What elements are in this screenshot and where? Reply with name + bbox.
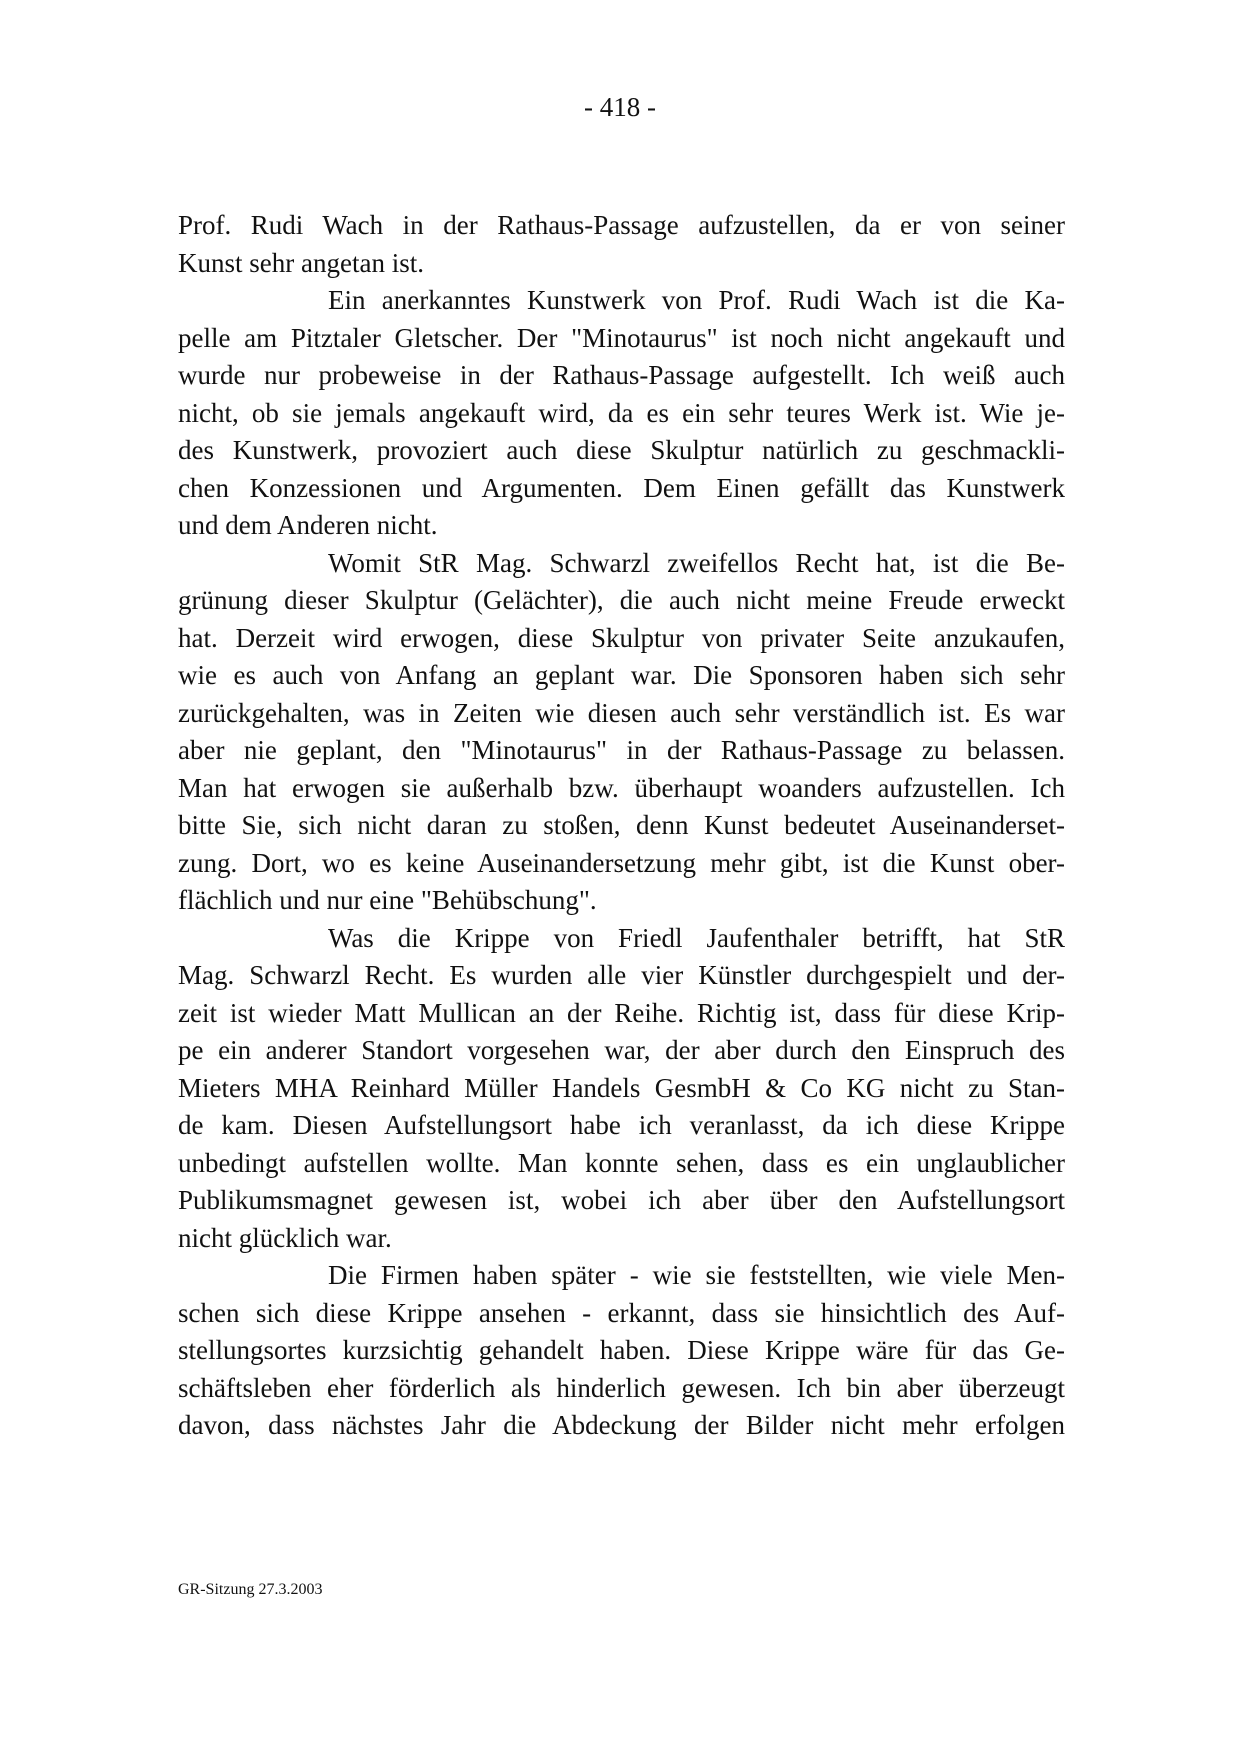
paragraph — [178, 1257, 1065, 1445]
page-number: - 418 - — [584, 92, 656, 122]
text-line: aber nie geplant, den "Minotaurus" in der Rathaus-Passage zu belassen. — [178, 735, 1065, 765]
text-line: de kam. Diesen Aufstellungsort habe ich veranlasst, da ich diese Krippe — [178, 1110, 1065, 1140]
text-line: Was die Krippe von Friedl Jaufenthaler betrifft, hat StR — [328, 922, 1065, 953]
text-line: wurde nur probeweise in der Rathaus-Passage aufgestellt. Ich weiß auch — [178, 360, 1065, 390]
paragraph — [178, 545, 1065, 920]
text-line: unbedingt aufstellen wollte. Man konnte sehen, dass es ein unglaublicher — [178, 1147, 1065, 1178]
text-line: schäftsleben eher förderlich als hinderlich gewesen. Ich bin aber überzeugt — [178, 1372, 1065, 1403]
text-line: Man hat erwogen sie außerhalb bzw. überhaupt woanders aufzustellen. Ich — [178, 772, 1065, 803]
paragraph — [178, 920, 1065, 1258]
text-line: Ein anerkanntes Kunstwerk von Prof. Rudi Wach ist die Ka- — [328, 285, 1065, 315]
text-line: Kunst sehr angetan ist. — [178, 247, 424, 278]
text-line: zung. Dort, wo es keine Auseinandersetzung mehr gibt, ist die Kunst ober- — [178, 847, 1065, 878]
text-line: Womit StR Mag. Schwarzl zweifellos Recht hat, ist die Be- — [328, 547, 1065, 578]
text-line: flächlich und nur eine "Behübschung". — [178, 885, 597, 915]
text-line: pe ein anderer Standort vorgesehen war, der aber durch den Einspruch des — [178, 1035, 1065, 1065]
text-line: stellungsortes kurzsichtig gehandelt haben. Diese Krippe wäre für das Ge- — [178, 1335, 1065, 1365]
text-line: schen sich diese Krippe ansehen - erkannt, dass sie hinsichtlich des Auf- — [178, 1297, 1065, 1328]
text-line: Die Firmen haben später - wie sie feststellten, wie viele Men- — [328, 1260, 1065, 1290]
text-line: Prof. Rudi Wach in der Rathaus-Passage aufzustellen, da er von seiner — [178, 210, 1065, 240]
text-line: nicht, ob sie jemals angekauft wird, da es ein sehr teures Werk ist. Wie je- — [178, 397, 1065, 428]
text-line: Mieters MHA Reinhard Müller Handels GesmbH & Co KG nicht zu Stan- — [178, 1072, 1065, 1103]
paragraph — [178, 207, 1065, 282]
text-line: chen Konzessionen und Argumenten. Dem Einen gefällt das Kunstwerk — [178, 472, 1065, 503]
text-line: zeit ist wieder Matt Mullican an der Reihe. Richtig ist, dass für diese Krip- — [178, 997, 1065, 1028]
text-line: davon, dass nächstes Jahr die Abdeckung der Bilder nicht mehr erfolgen — [178, 1410, 1065, 1440]
text-line: hat. Derzeit wird erwogen, diese Skulptur von privater Seite anzukaufen, — [178, 622, 1065, 653]
text-line: Mag. Schwarzl Recht. Es wurden alle vier Künstler durchgespielt und der- — [178, 960, 1065, 990]
text-line: grünung dieser Skulptur (Gelächter), die auch nicht meine Freude erweckt — [178, 585, 1065, 615]
text-line: nicht glücklich war. — [178, 1222, 392, 1253]
text-line: bitte Sie, sich nicht daran zu stoßen, denn Kunst bedeutet Auseinanderset- — [178, 810, 1065, 840]
text-line: Publikumsmagnet gewesen ist, wobei ich aber über den Aufstellungsort — [178, 1185, 1065, 1215]
text-line: zurückgehalten, was in Zeiten wie diesen auch sehr verständlich ist. Es war — [178, 697, 1065, 728]
body-text — [178, 207, 1065, 1445]
text-line: des Kunstwerk, provoziert auch diese Skulptur natürlich zu geschmackli- — [178, 435, 1065, 465]
text-line: wie es auch von Anfang an geplant war. Die Sponsoren haben sich sehr — [178, 660, 1065, 690]
text-line: pelle am Pitztaler Gletscher. Der "Minotaurus" ist noch nicht angekauft und — [178, 322, 1065, 353]
text-line: und dem Anderen nicht. — [178, 510, 438, 540]
paragraph — [178, 282, 1065, 545]
page-footer: GR-Sitzung 27.3.2003 — [178, 1581, 323, 1598]
